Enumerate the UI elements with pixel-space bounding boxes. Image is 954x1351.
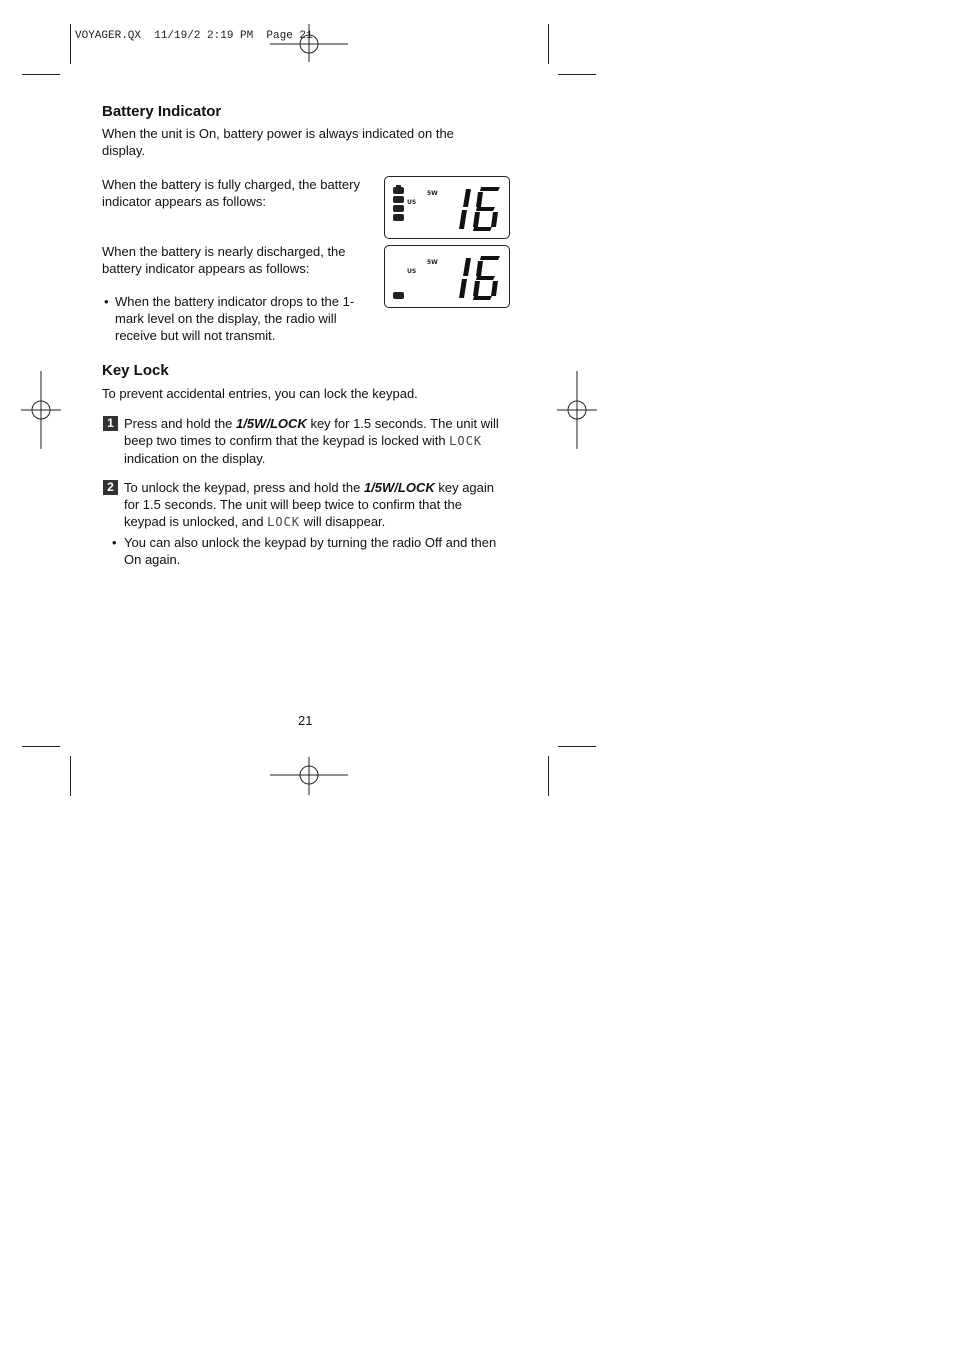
- registration-mark: [270, 756, 350, 796]
- crop-mark: [558, 746, 596, 747]
- crop-mark: [70, 756, 71, 796]
- registration-mark: [270, 23, 350, 63]
- power-indicator: 5W: [427, 190, 438, 197]
- channel-digits: [459, 256, 500, 300]
- step-number-badge: 2: [103, 480, 118, 495]
- key-name: 1/5W/LOCK: [236, 416, 307, 431]
- section-heading-key-lock: Key Lock: [102, 362, 169, 379]
- printer-slug: VOYAGER.QX 11/19/2 2:19 PM Page 21: [75, 30, 313, 42]
- crop-mark: [548, 756, 549, 796]
- keylock-bullet-text: You can also unlock the keypad by turning the radio Off and then On again.: [124, 535, 497, 567]
- power-indicator: 5W: [427, 259, 438, 266]
- key-name: 1/5W/LOCK: [363, 480, 435, 495]
- page-number: 21: [298, 713, 313, 728]
- battery-full-text: When the battery is fully charged, the battery indicator appears as follows:: [102, 177, 360, 209]
- battery-bar-icon: [393, 214, 404, 221]
- keylock-intro: To prevent accidental entries, you can lock the keypad.: [102, 386, 418, 401]
- crop-mark: [70, 24, 71, 64]
- lock-indicator-text: LOCK: [267, 515, 301, 529]
- crop-mark: [558, 74, 596, 75]
- battery-bar-icon: [393, 187, 404, 194]
- bullet-dot: •: [112, 535, 117, 550]
- keylock-step-1: Press and hold the 1/5W/LOCK key for 1.5 seconds. The unit will beep two times to confirm that the keypad is locked with LOCK indication on the display.: [124, 416, 499, 466]
- battery-bar-icon: [393, 292, 404, 299]
- keylock-step-2: To unlock the keypad, press and hold the 1/5W/LOCK key again for 1.5 seconds. The unit will beep twice to confirm that the keypad is unlocked, and LOCK will disappear.: [124, 480, 494, 529]
- crop-mark: [22, 746, 60, 747]
- battery-bullet-text: When the battery indicator drops to the 1-mark level on the display, the radio will receive but will not transmit.: [115, 294, 355, 343]
- battery-bar-icon: [393, 196, 404, 203]
- region-indicator: US: [407, 268, 417, 275]
- section-heading-battery: Battery Indicator: [102, 103, 222, 120]
- battery-bar-icon: [393, 205, 404, 212]
- region-indicator: US: [407, 199, 417, 206]
- registration-mark: [21, 371, 61, 449]
- bullet-dot: •: [104, 294, 109, 309]
- battery-intro: When the unit is On, battery power is always indicated on the display.: [102, 126, 454, 158]
- channel-digits: [459, 187, 500, 231]
- crop-mark: [548, 24, 549, 64]
- lcd-display-full-battery: [384, 176, 510, 239]
- battery-low-text: When the battery is nearly discharged, the battery indicator appears as follows:: [102, 244, 346, 276]
- step-number-badge: 1: [103, 416, 118, 431]
- lock-indicator-text: LOCK: [449, 434, 483, 448]
- lcd-display-low-battery: [384, 245, 510, 308]
- registration-mark: [557, 371, 597, 449]
- crop-mark: [22, 74, 60, 75]
